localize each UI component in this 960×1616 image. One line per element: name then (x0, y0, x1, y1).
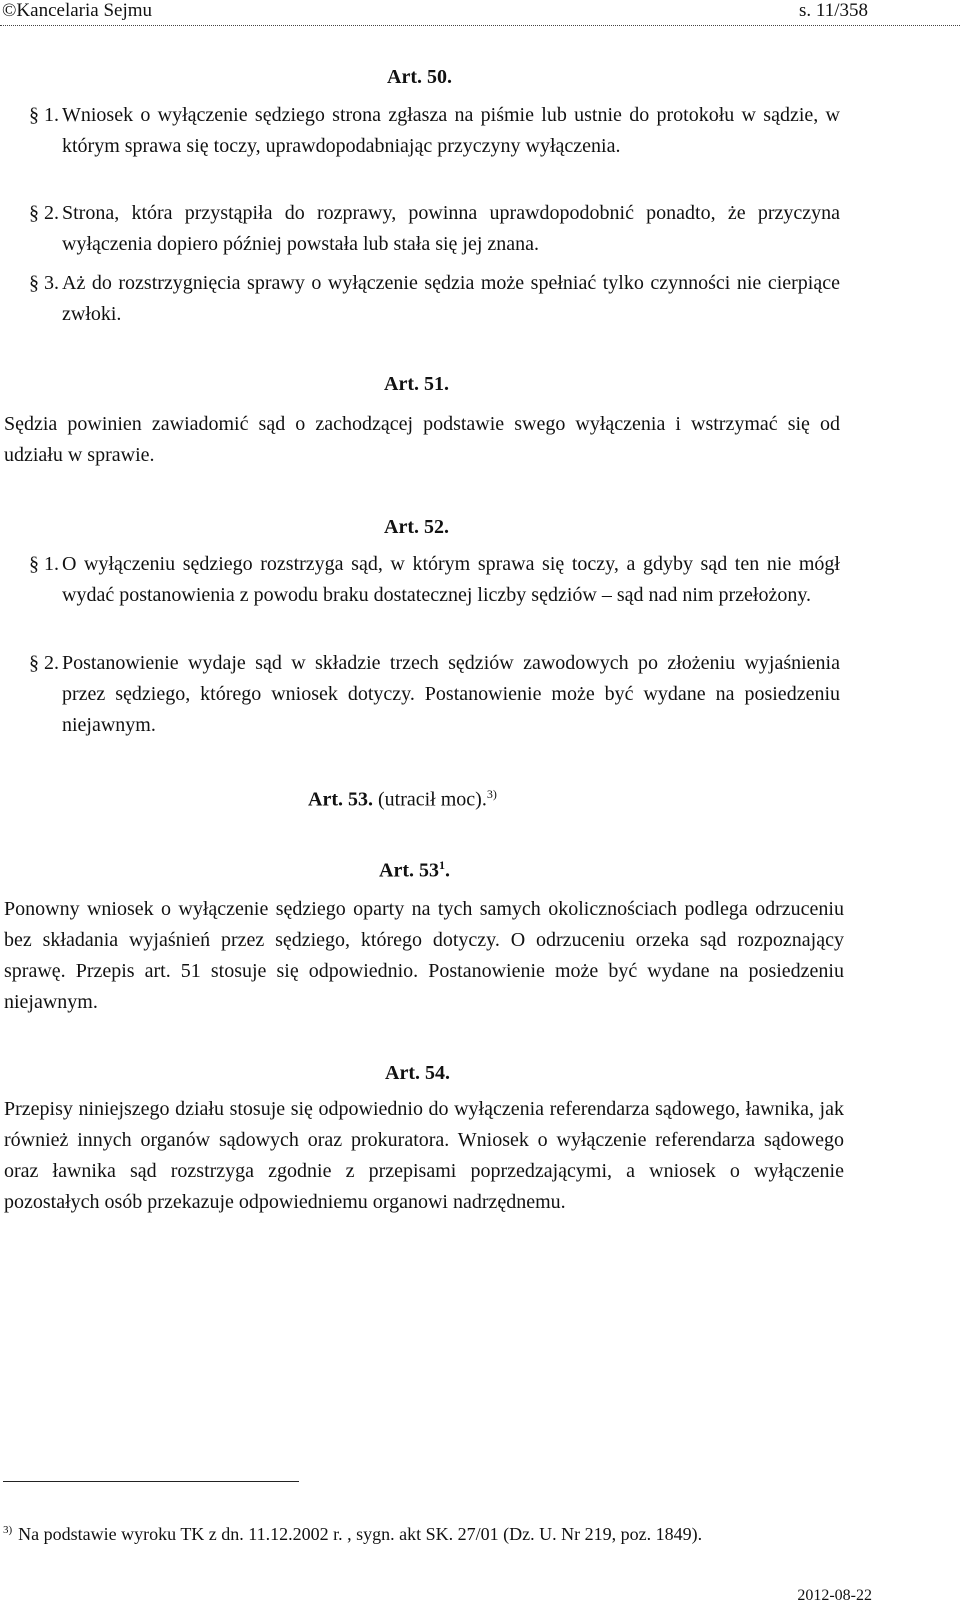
art52-par-1 (29, 549, 840, 611)
article-53-title (308, 787, 497, 812)
header-divider (0, 25, 960, 26)
footnote-marker: 3) (3, 1524, 13, 1536)
paragraph-number: § 2. (29, 202, 59, 224)
paragraph-number: § 3. (29, 272, 59, 294)
paragraph-text: O wyłączeniu sędziego rozstrzyga sąd, w którym sprawa się toczy, a gdyby sąd ten nie mógł wydać postanowienia z powodu braku dostatecznej liczby sędziów – sąd nad nim przełożony. (62, 553, 840, 606)
art50-par-3 (29, 268, 840, 330)
paragraph-text: Postanowienie wydaje sąd w składzie trzech sędziów zawodowych po złożeniu wyjaśnienia przez sędziego, którego wniosek dotyczy. Postanowienie może być wydane na posiedzeniu niejawnym. (62, 652, 840, 736)
paragraph-text: Strona, która przystąpiła do rozprawy, powinna uprawdopodobnić ponadto, że przyczyna wyłączenia dopiero później powstała lub stała się jej znana. (62, 202, 840, 255)
paragraph-number: § 1. (29, 553, 59, 575)
paragraph-number: § 1. (29, 104, 59, 126)
footnote-divider (3, 1481, 299, 1482)
paragraph-text: Wniosek o wyłączenie sędziego strona zgłasza na piśmie lub ustnie do protokołu w sądzie, w którym sprawa się toczy, uprawdopodabniając przyczyny wyłączenia. (62, 104, 840, 157)
article-54-title: Art. 54. (385, 1062, 450, 1084)
page-number: s. 11/358 (799, 0, 868, 21)
paragraph-number: § 2. (29, 652, 59, 674)
footer-date: 2012-08-22 (797, 1587, 872, 1604)
article-53-label: Art. 53. (308, 788, 373, 811)
article-51-title: Art. 51. (384, 373, 449, 395)
article-superscript: 1 (438, 858, 445, 872)
page-header (0, 0, 960, 24)
art51-text: Sędzia powinien zawiadomić sąd o zachodzącej podstawie swego wyłączenia i wstrzymać się od udziału w sprawie. (4, 413, 840, 466)
article-dot: . (444, 859, 450, 882)
art53-1-text: Ponowny wniosek o wyłączenie sędziego oparty na tych samych okolicznościach podlega odrzuceniu bez składania wyjaśnień przez sędziego, którego dotyczy. O odrzuceniu orzeka sąd rozpoznający sprawę. Przepis art. 51 stosuje się odpowiednio. Postanowienie może być wydane na posiedzeniu niejawnym. (4, 898, 844, 1013)
article-53-status: (utracił moc). (377, 788, 487, 811)
paragraph-text: Aż do rozstrzygnięcia sprawy o wyłączenie sędzia może spełniać tylko czynności nie cierpiące zwłoki. (62, 272, 840, 325)
article-53-1-title (379, 858, 450, 883)
article-53-1-label: Art. 53 (379, 859, 439, 882)
footnote-ref: 3) (486, 787, 497, 801)
art50-par-2 (29, 198, 840, 260)
art50-par-1 (29, 100, 840, 162)
article-52-title: Art. 52. (384, 516, 449, 538)
footnote-text: Na podstawie wyroku TK z dn. 11.12.2002 r. , sygn. akt SK. 27/01 (Dz. U. Nr 219, poz. 1849). (18, 1524, 703, 1544)
art52-par-2 (29, 648, 840, 741)
footnote (3, 1524, 702, 1545)
publisher-label: ©Kancelaria Sejmu (2, 0, 153, 21)
art54-text: Przepisy niniejszego działu stosuje się odpowiednio do wyłączenia referendarza sądowego, ławnika, jak również innych organów sądowych oraz prokuratora. Wniosek o wyłączenie referendarza sądowego oraz ławnika sąd rozstrzyga zgodnie z przepisami poprzedzającymi, a wniosek o wyłączenie pozostałych osób przekazuje odpowiedniemu organowi nadrzędnemu. (4, 1098, 844, 1213)
article-50-title: Art. 50. (387, 66, 452, 88)
